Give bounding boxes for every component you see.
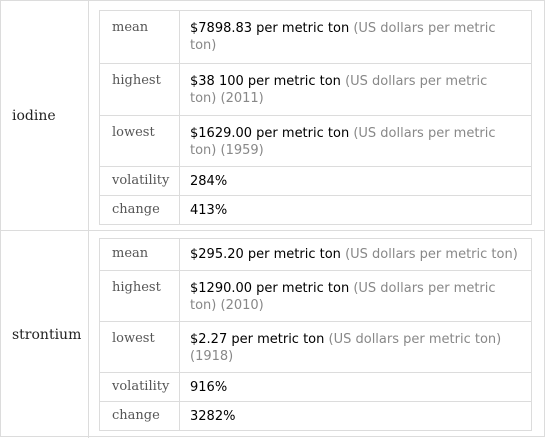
table-row <box>100 401 531 430</box>
element-name-cell <box>1 231 89 438</box>
table-row <box>100 239 531 270</box>
unit-note: (US dollars per metric ton) <box>190 74 488 106</box>
element-name-cell <box>1 1 89 230</box>
row-value <box>190 246 527 263</box>
row-label: volatility <box>112 173 170 188</box>
row-value: 284% <box>190 174 228 189</box>
year-note: (1918) <box>190 349 234 364</box>
unit-note: (US dollars per metric ton) <box>190 21 496 53</box>
row-value <box>190 331 511 365</box>
table-row <box>100 195 531 224</box>
price-value: $295.20 <box>190 247 244 262</box>
unit-label: per metric ton <box>247 74 341 89</box>
unit-note: (US dollars per metric ton) <box>345 247 518 262</box>
table-row <box>100 115 531 166</box>
price-value: $7898.83 <box>190 21 253 36</box>
row-value <box>190 125 511 159</box>
year-note: (2010) <box>220 298 264 313</box>
unit-label: per metric ton <box>256 126 350 141</box>
row-value: 3282% <box>190 409 236 424</box>
element-block-iodine <box>1 1 544 230</box>
element-block-strontium <box>1 230 544 438</box>
table-row <box>100 270 531 321</box>
row-value <box>190 280 511 314</box>
row-label: volatility <box>112 379 170 394</box>
unit-label: per metric ton <box>247 247 341 262</box>
row-label: lowest <box>112 331 155 346</box>
price-value: $2.27 <box>190 332 228 347</box>
row-label: change <box>112 408 160 423</box>
unit-label: per metric ton <box>256 281 350 296</box>
row-label: change <box>112 202 160 217</box>
table-row <box>100 321 531 372</box>
row-label: mean <box>112 246 149 261</box>
price-table <box>99 238 532 431</box>
unit-label: per metric ton <box>231 332 325 347</box>
unit-note: (US dollars per metric ton) <box>328 332 502 347</box>
unit-note: (US dollars per metric ton) <box>190 281 496 313</box>
element-name: iodine <box>12 107 56 124</box>
year-note: (2011) <box>220 91 264 106</box>
table-row <box>100 63 531 115</box>
unit-note: (US dollars per metric ton) <box>190 126 496 158</box>
row-value: 413% <box>190 203 228 218</box>
price-value: $38 100 <box>190 74 244 89</box>
row-label: highest <box>112 73 161 88</box>
row-label: highest <box>112 280 161 295</box>
row-value <box>190 20 511 54</box>
table-row <box>100 11 531 63</box>
year-note: (1959) <box>220 143 264 158</box>
row-label: mean <box>112 20 149 35</box>
unit-label: per metric ton <box>256 21 350 36</box>
row-label: lowest <box>112 125 155 140</box>
table-row <box>100 372 531 401</box>
price-table <box>99 10 532 225</box>
table-row <box>100 166 531 195</box>
row-value: 916% <box>190 380 228 395</box>
price-value: $1290.00 <box>190 281 253 296</box>
row-value <box>190 73 511 107</box>
price-value: $1629.00 <box>190 126 253 141</box>
element-name: strontium <box>12 326 82 343</box>
